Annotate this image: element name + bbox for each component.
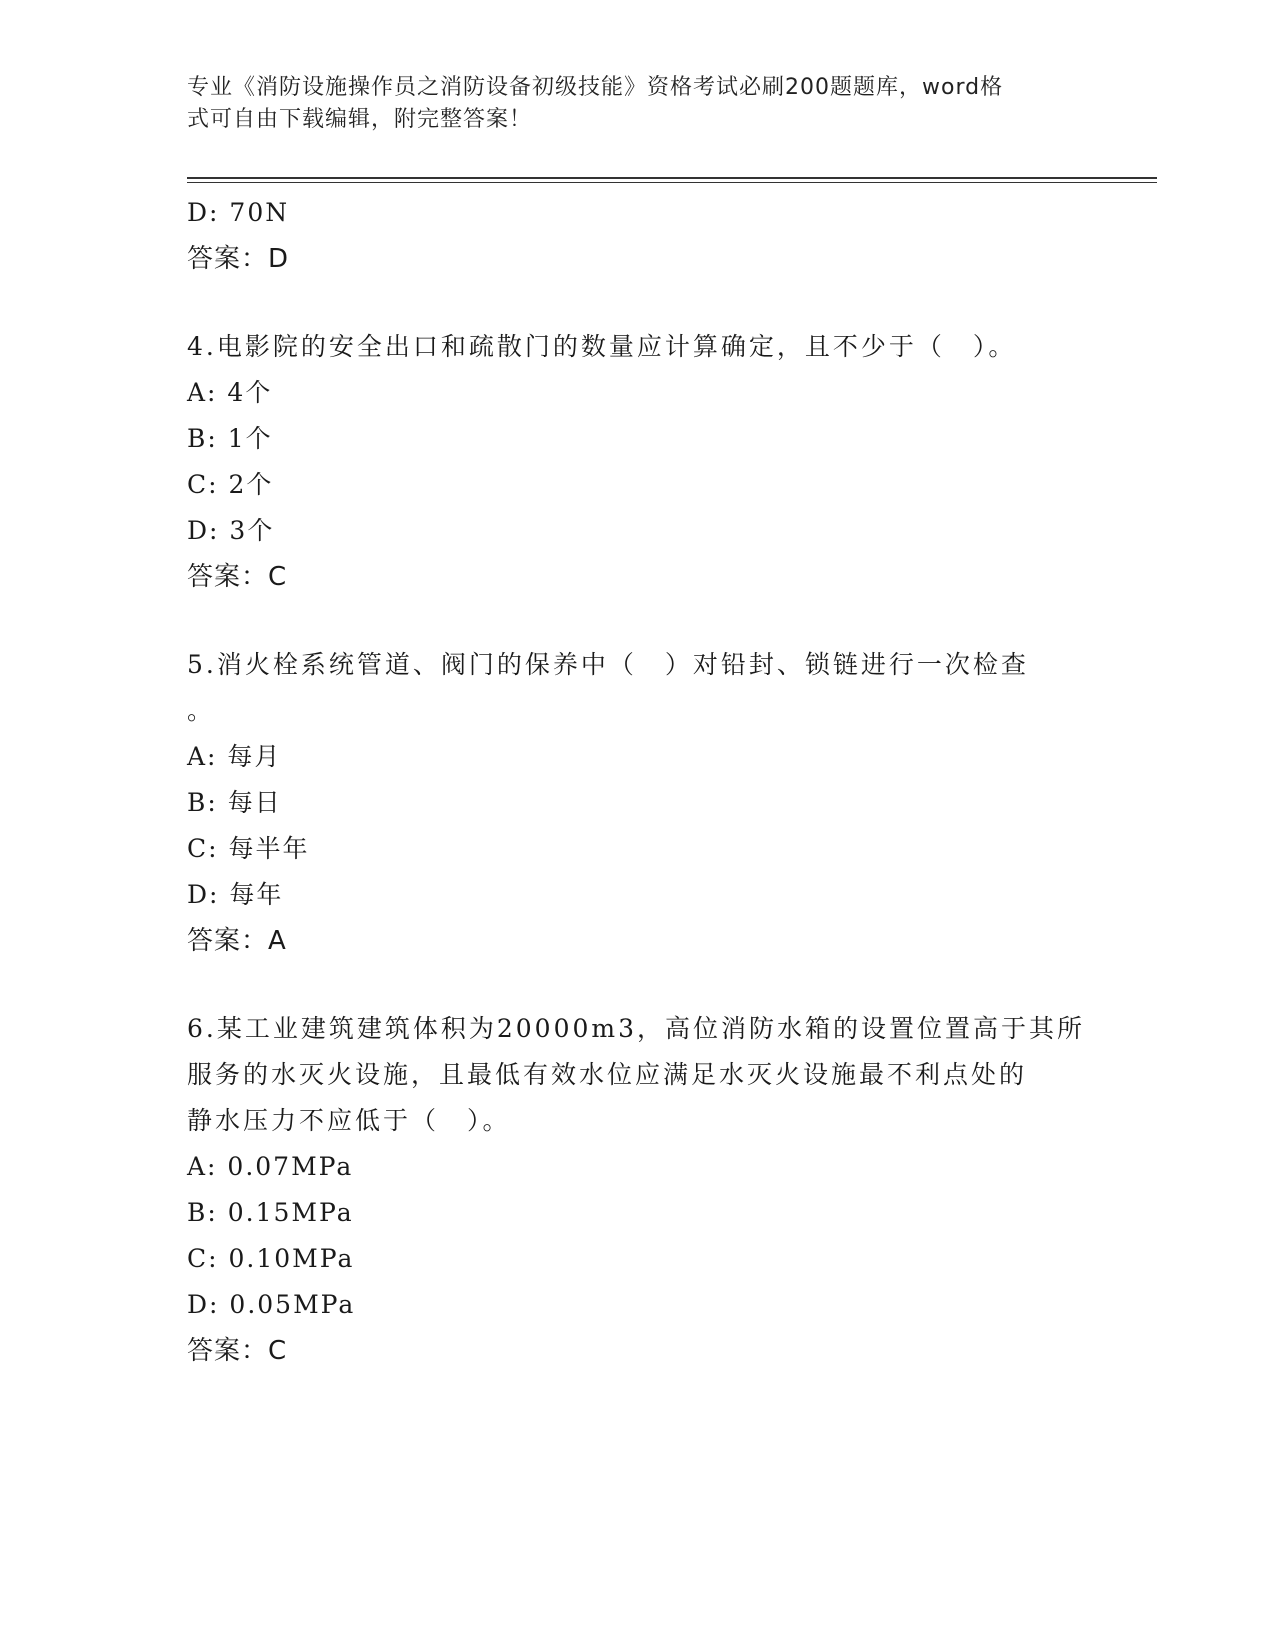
question-list bbox=[187, 190, 1087, 1374]
option-b: B: 每日 bbox=[187, 788, 282, 817]
answer-line: 答案：C bbox=[187, 562, 288, 592]
answer-line: 答案：C bbox=[187, 1336, 288, 1366]
answer-line: 答案：D bbox=[187, 244, 290, 274]
question-block-5 bbox=[187, 642, 1087, 964]
option-b: B: 1个 bbox=[187, 424, 273, 453]
header-divider-thin bbox=[187, 182, 1157, 183]
question-block-prev bbox=[187, 190, 1087, 282]
answer-line: 答案：A bbox=[187, 926, 287, 956]
option-a: A: 4个 bbox=[187, 378, 273, 407]
option-d: D: 70N bbox=[187, 198, 290, 227]
header-divider-thick bbox=[187, 177, 1157, 179]
spacer bbox=[187, 964, 1087, 1006]
question-text-line-1: 6.某工业建筑建筑体积为20000m3，高位消防水箱的设置位置高于其所 bbox=[187, 1014, 1085, 1043]
spacer bbox=[187, 282, 1087, 324]
spacer bbox=[187, 600, 1087, 642]
header-line-1: 专业《消防设施操作员之消防设备初级技能》资格考试必刷200题题库，word格 bbox=[187, 75, 1004, 100]
question-text-line-2: 。 bbox=[187, 696, 215, 725]
header-line-2: 式可自由下载编辑，附完整答案！ bbox=[187, 107, 533, 132]
option-a: A: 0.07MPa bbox=[187, 1152, 354, 1181]
option-d: D: 3个 bbox=[187, 516, 275, 545]
question-block-6 bbox=[187, 1006, 1087, 1374]
option-a: A: 每月 bbox=[187, 742, 282, 771]
option-d: D: 0.05MPa bbox=[187, 1290, 356, 1319]
page-header bbox=[187, 72, 1077, 136]
option-c: C: 2个 bbox=[187, 470, 274, 499]
option-c: C: 0.10MPa bbox=[187, 1244, 355, 1273]
option-c: C: 每半年 bbox=[187, 834, 310, 863]
question-block-4 bbox=[187, 324, 1087, 600]
option-d: D: 每年 bbox=[187, 880, 284, 909]
question-text-line-3: 静水压力不应低于（ ）。 bbox=[187, 1106, 511, 1135]
option-b: B: 0.15MPa bbox=[187, 1198, 354, 1227]
question-text-line-2: 服务的水灭火设施，且最低有效水位应满足水灭火设施最不利点处的 bbox=[187, 1060, 1028, 1089]
question-text-line-1: 5.消火栓系统管道、阀门的保养中（ ）对铅封、锁链进行一次检查 bbox=[187, 650, 1029, 679]
question-text: 4.电影院的安全出口和疏散门的数量应计算确定，且不少于（ ）。 bbox=[187, 332, 1017, 361]
